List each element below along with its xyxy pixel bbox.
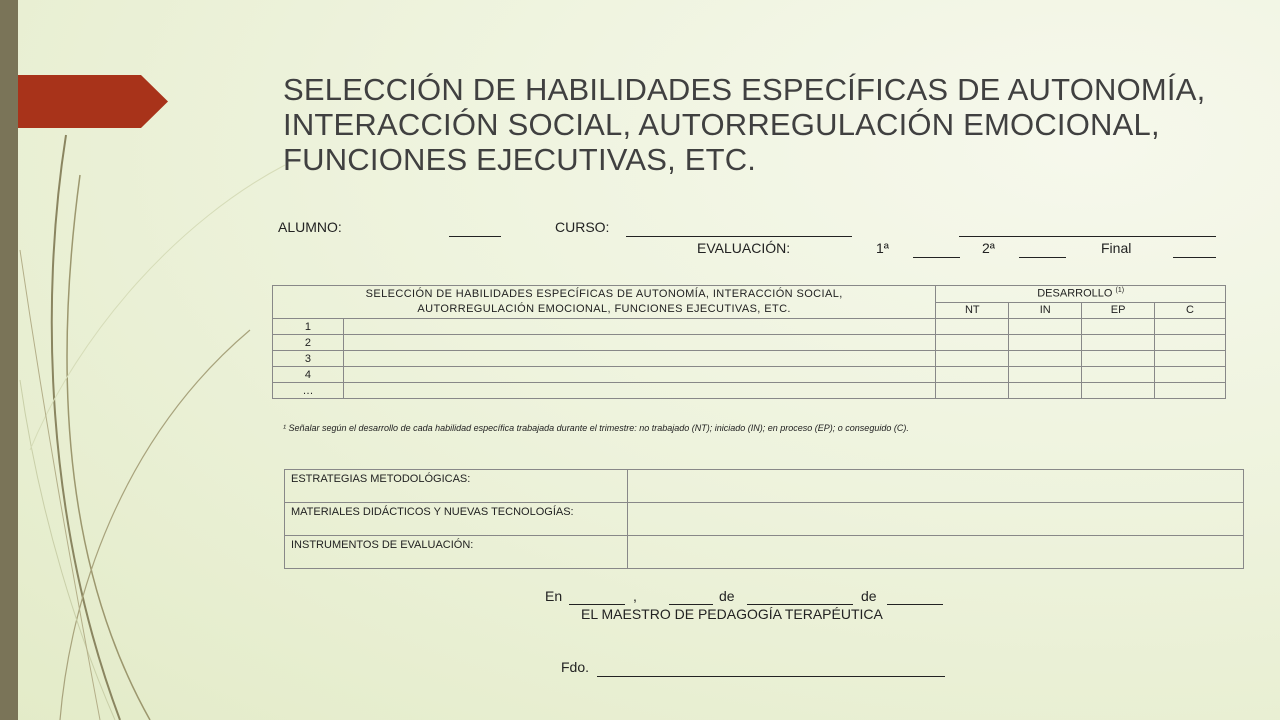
month-field[interactable] (747, 604, 853, 605)
row-number: 1 (273, 319, 344, 335)
eval-1-field[interactable] (913, 257, 960, 258)
ep-cell[interactable] (1082, 319, 1155, 335)
page-title: SELECCIÓN DE HABILIDADES ESPECÍFICAS DE AUTONOMÍA, INTERACCIÓN SOCIAL, AUTORREGULACIÓN EMOCIONAL, FUNCIONES EJECUTIVAS, ETC. (283, 72, 1206, 177)
desarrollo-header (936, 286, 1226, 303)
ep-cell[interactable] (1082, 335, 1155, 351)
evaluacion-label: EVALUACIÓN: (697, 240, 791, 256)
alumno-label: ALUMNO: (278, 219, 342, 235)
nt-cell[interactable] (936, 319, 1009, 335)
strategies-label: ESTRATEGIAS METODOLÓGICAS: (285, 470, 628, 503)
table-row (273, 319, 1226, 335)
materials-field[interactable] (628, 503, 1244, 536)
table-row (273, 351, 1226, 367)
skill-cell[interactable] (343, 351, 935, 367)
table-row (273, 367, 1226, 383)
place-field[interactable] (569, 604, 625, 605)
de-label-2: de (861, 588, 877, 604)
col-c: C (1155, 302, 1226, 319)
in-cell[interactable] (1009, 383, 1082, 399)
day-field[interactable] (669, 604, 713, 605)
skills-header: SELECCIÓN DE HABILIDADES ESPECÍFICAS DE AUTONOMÍA, INTERACCIÓN SOCIAL, AUTORREGULACIÓN EMOCIONAL, FUNCIONES EJECUTIVAS, ETC. (273, 286, 936, 319)
eval-2-field[interactable] (1019, 257, 1066, 258)
ep-cell[interactable] (1082, 383, 1155, 399)
skill-cell[interactable] (343, 319, 935, 335)
footnote: ¹ Señalar según el desarrollo de cada habilidad específica trabajada durante el trimestre: no trabajado (NT); iniciado (IN); en proceso (EP); o conseguido (C). (283, 423, 909, 433)
materials-label: MATERIALES DIDÁCTICOS Y NUEVAS TECNOLOGÍAS: (285, 503, 628, 536)
c-cell[interactable] (1155, 367, 1226, 383)
fdo-label: Fdo. (561, 659, 590, 675)
nt-cell[interactable] (936, 367, 1009, 383)
instruments-field[interactable] (628, 536, 1244, 569)
row-number: 4 (273, 367, 344, 383)
curso-field[interactable] (626, 236, 852, 237)
c-cell[interactable] (1155, 383, 1226, 399)
in-cell[interactable] (1009, 335, 1082, 351)
ep-cell[interactable] (1082, 367, 1155, 383)
col-ep: EP (1082, 302, 1155, 319)
title-accent-arrow (18, 75, 168, 128)
de-label-1: de (719, 588, 735, 604)
alumno-field[interactable] (449, 236, 501, 237)
eval-final-label: Final (1101, 240, 1132, 256)
comma-label: , (633, 588, 637, 604)
strategies-table (284, 469, 1244, 569)
nt-cell[interactable] (936, 351, 1009, 367)
nt-cell[interactable] (936, 335, 1009, 351)
row-number: … (273, 383, 344, 399)
instruments-label: INSTRUMENTOS DE EVALUACIÓN: (285, 536, 628, 569)
desarrollo-label: DESARROLLO (1037, 288, 1113, 301)
year-field[interactable] (887, 604, 943, 605)
in-cell[interactable] (1009, 319, 1082, 335)
c-cell[interactable] (1155, 351, 1226, 367)
in-cell[interactable] (1009, 351, 1082, 367)
table-row (273, 383, 1226, 399)
en-label: En (545, 588, 563, 604)
col-nt: NT (936, 302, 1009, 319)
skill-cell[interactable] (343, 383, 935, 399)
col-in: IN (1009, 302, 1082, 319)
eval-final-field[interactable] (1173, 257, 1216, 258)
in-cell[interactable] (1009, 367, 1082, 383)
c-cell[interactable] (1155, 319, 1226, 335)
teacher-role: EL MAESTRO DE PEDAGOGÍA TERAPÉUTICA (581, 606, 883, 622)
curso-label: CURSO: (555, 219, 610, 235)
strategies-field[interactable] (628, 470, 1244, 503)
eval-2-label: 2ª (982, 240, 995, 256)
row-number: 3 (273, 351, 344, 367)
ep-cell[interactable] (1082, 351, 1155, 367)
extra-field[interactable] (959, 236, 1216, 237)
skill-cell[interactable] (343, 335, 935, 351)
eval-1-label: 1ª (876, 240, 889, 256)
skill-cell[interactable] (343, 367, 935, 383)
table-row (273, 335, 1226, 351)
desarrollo-note: (1) (1115, 287, 1125, 295)
signature-field[interactable] (597, 676, 945, 677)
c-cell[interactable] (1155, 335, 1226, 351)
skills-table (272, 285, 1226, 399)
nt-cell[interactable] (936, 383, 1009, 399)
row-number: 2 (273, 335, 344, 351)
